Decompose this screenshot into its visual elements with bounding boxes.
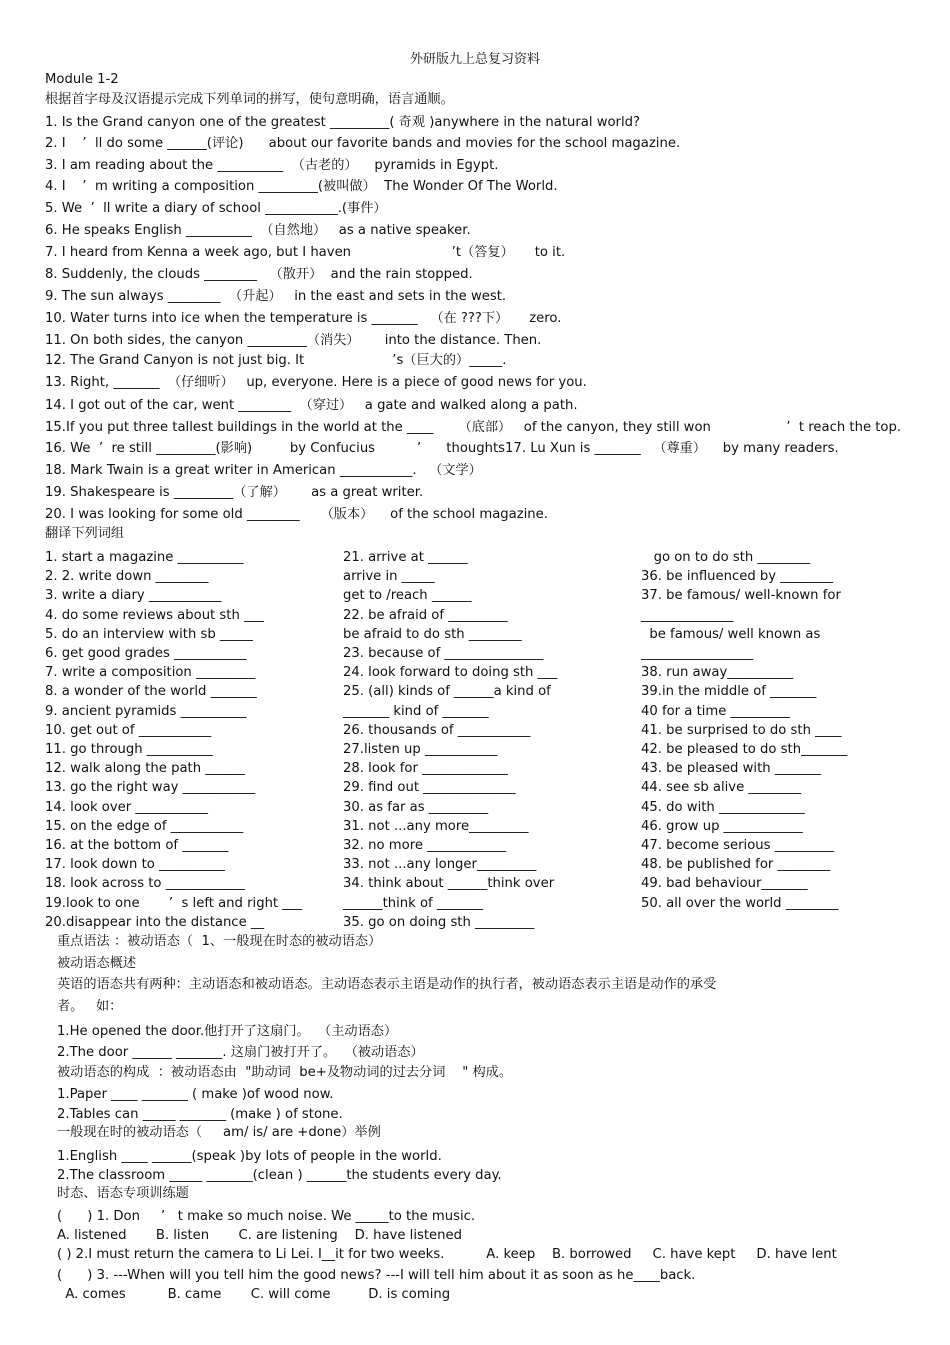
phrase-item: 26. thousands of ___________ bbox=[343, 723, 531, 738]
phrase-item: 41. be surprised to do sth ____ bbox=[641, 723, 842, 738]
phrase-item: 31. not ...any more_________ bbox=[343, 819, 529, 834]
phrase-item: 16. at the bottom of _______ bbox=[45, 838, 229, 853]
passive-structure: 被动语态的构成 ：被动语态由 "助动词 be+及物动词的过去分词 " 构成。 bbox=[57, 1065, 513, 1080]
sentence-item: 19. Shakespeare is _________（了解） as a great writer. bbox=[45, 485, 424, 500]
phrase-item: 10. get out of ___________ bbox=[45, 723, 212, 738]
phrase-item: 33. not ...any longer_________ bbox=[343, 857, 537, 872]
example-classroom: 2.The classroom _____ _______(clean ) ______the students every day. bbox=[57, 1168, 502, 1183]
sentence-item: 14. I got out of the car, went ________ （穿过） a gate and walked along a path. bbox=[45, 398, 578, 413]
phrase-item: 38. run away__________ bbox=[641, 665, 794, 680]
phrase-item: 22. be afraid of _________ bbox=[343, 608, 508, 623]
phrase-item: 24. look forward to doing sth ___ bbox=[343, 665, 558, 680]
phrase-item: 1. start a magazine __________ bbox=[45, 550, 244, 565]
phrase-item: 7. write a composition _________ bbox=[45, 665, 256, 680]
sentence-item: 20. I was looking for some old ________ （版本） of the school magazine. bbox=[45, 507, 548, 522]
phrase-item: 2. 2. write down ________ bbox=[45, 569, 209, 584]
sentence-item: 6. He speaks English __________ （自然地） as a native speaker. bbox=[45, 223, 471, 238]
phrase-item: 6. get good grades ___________ bbox=[45, 646, 247, 661]
phrase-item: 30. as far as _________ bbox=[343, 800, 489, 815]
example-english: 1.English ____ ______(speak )by lots of people in the world. bbox=[57, 1149, 442, 1164]
phrase-item: 21. arrive at ______ bbox=[343, 550, 468, 565]
phrase-item: 39.in the middle of _______ bbox=[641, 684, 817, 699]
phrase-item: 29. find out ______________ bbox=[343, 780, 516, 795]
phrase-item: 3. write a diary ___________ bbox=[45, 588, 222, 603]
sentence-item: 18. Mark Twain is a great writer in American ___________. （文学） bbox=[45, 463, 482, 478]
question-1-options: A. listened B. listen C. are listening D. have listened bbox=[57, 1228, 462, 1243]
phrase-item: 9. ancient pyramids __________ bbox=[45, 704, 247, 719]
phrase-item: ______think of _______ bbox=[343, 896, 484, 911]
phrase-item: 27.listen up ___________ bbox=[343, 742, 498, 757]
phrase-item: arrive in _____ bbox=[343, 569, 435, 584]
phrase-item: 50. all over the world ________ bbox=[641, 896, 839, 911]
sentence-item: 7. I heard from Kenna a week ago, but I haven ’t（答复） to it. bbox=[45, 245, 566, 260]
phrase-item: _______ kind of _______ bbox=[343, 704, 489, 719]
phrase-item: 19.look to one ’ s left and right ___ bbox=[45, 896, 303, 911]
phrase-item: 42. be pleased to do sth_______ bbox=[641, 742, 848, 757]
sentence-item: 15.If you put three tallest buildings in the world at the ____ （底部） of the canyon, they still won ’ t reach the top. bbox=[45, 420, 902, 435]
grammar-heading: 重点语法 ：被动语态（ 1、一般现在时态的被动语态） bbox=[57, 934, 382, 949]
phrase-item: 8. a wonder of the world _______ bbox=[45, 684, 257, 699]
phrase-item: 15. on the edge of ___________ bbox=[45, 819, 244, 834]
phrase-item: 5. do an interview with sb _____ bbox=[45, 627, 253, 642]
phrase-item: 47. become serious _________ bbox=[641, 838, 835, 853]
question-3-options: A. comes B. came C. will come D. is coming bbox=[57, 1287, 451, 1302]
phrase-item: 25. (all) kinds of ______a kind of bbox=[343, 684, 551, 699]
phrase-item: 12. walk along the path ______ bbox=[45, 761, 245, 776]
instruction-translate: 翻译下列词组 bbox=[45, 526, 125, 541]
example-tables: 2.Tables can _____ _______ (make ) of stone. bbox=[57, 1107, 343, 1122]
question-2: ( ) 2.I must return the camera to Li Lei. I__it for two weeks. A. keep B. borrowed C. have kept D. have lent bbox=[57, 1247, 837, 1262]
phrase-item: 40 for a time _________ bbox=[641, 704, 790, 719]
phrase-item: be famous/ well known as bbox=[641, 627, 821, 642]
phrase-item: 18. look across to ____________ bbox=[45, 876, 245, 891]
phrase-item: get to /reach ______ bbox=[343, 588, 472, 603]
phrase-item: 34. think about ______think over bbox=[343, 876, 555, 891]
phrase-item: 43. be pleased with _______ bbox=[641, 761, 821, 776]
phrase-item: 46. grow up ____________ bbox=[641, 819, 803, 834]
sentence-item: 10. Water turns into ice when the temperature is _______ （在 ???下） zero. bbox=[45, 311, 562, 326]
module-heading: Module 1-2 bbox=[45, 72, 119, 87]
phrase-item: ______________ bbox=[641, 608, 734, 623]
phrase-item: 44. see sb alive ________ bbox=[641, 780, 802, 795]
sentence-item: 11. On both sides, the canyon _________（消失） into the distance. Then. bbox=[45, 333, 542, 348]
exercise-title: 时态、语态专项训练题 bbox=[57, 1186, 189, 1201]
sentence-item: 3. I am reading about the __________ （古老的） pyramids in Egypt. bbox=[45, 158, 499, 173]
phrase-item: 48. be published for ________ bbox=[641, 857, 831, 872]
phrase-item: 45. do with _____________ bbox=[641, 800, 805, 815]
phrase-item: 36. be influenced by ________ bbox=[641, 569, 834, 584]
overview-text: 英语的语态共有两种：主动语态和被动语态。主动语态表示主语是动作的执行者，被动语态表示主语是动作的承受 bbox=[57, 977, 717, 992]
phrase-item: 49. bad behaviour_______ bbox=[641, 876, 808, 891]
sentence-item: 9. The sun always ________ （升起） in the east and sets in the west. bbox=[45, 289, 507, 304]
sentence-item: 12. The Grand Canyon is not just big. It ’s（巨大的）_____. bbox=[45, 353, 507, 368]
question-1: ( ) 1. Don ’ t make so much noise. We _____to the music. bbox=[57, 1209, 476, 1224]
sentence-item: 1. Is the Grand canyon one of the greatest _________( 奇观 )anywhere in the natural world? bbox=[45, 115, 641, 130]
phrase-item: go on to do sth ________ bbox=[641, 550, 811, 565]
instruction-spelling: 根据首字母及汉语提示完成下列单词的拼写，使句意明确，语言通顺。 bbox=[45, 92, 454, 107]
phrase-item: be afraid to do sth ________ bbox=[343, 627, 522, 642]
sentence-item: 13. Right, _______ （仔细听） up, everyone. Here is a piece of good news for you. bbox=[45, 375, 587, 390]
sentence-item: 5. We ’ ll write a diary of school ___________.(事件） bbox=[45, 201, 387, 216]
overview-title: 被动语态概述 bbox=[57, 956, 137, 971]
phrase-item: 14. look over ___________ bbox=[45, 800, 208, 815]
phrase-item: 35. go on doing sth _________ bbox=[343, 915, 535, 930]
phrase-item: 28. look for _____________ bbox=[343, 761, 508, 776]
phrase-item: 13. go the right way ___________ bbox=[45, 780, 256, 795]
phrase-item: 37. be famous/ well-known for bbox=[641, 588, 841, 603]
phrase-item: 17. look down to __________ bbox=[45, 857, 225, 872]
example-paper: 1.Paper ____ _______ ( make )of wood now. bbox=[57, 1087, 334, 1102]
present-passive-title: 一般现在时的被动语态（ am/ is/ are +done）举例 bbox=[57, 1125, 381, 1140]
phrase-item: 23. because of _______________ bbox=[343, 646, 544, 661]
example-active: 1.He opened the door.他打开了这扇门。 （主动语态） bbox=[57, 1024, 398, 1039]
phrase-item: 32. no more ____________ bbox=[343, 838, 507, 853]
sentence-item: 16. We ’ re still _________(影响) by Confucius ’ thoughts17. Lu Xun is _______ （尊重） by many readers. bbox=[45, 441, 839, 456]
phrase-item: 4. do some reviews about sth ___ bbox=[45, 608, 264, 623]
example-passive: 2.The door ______ _______. 这扇门被打开了。 （被动语态） bbox=[57, 1045, 424, 1060]
sentence-item: 4. I ’ m writing a composition _________(被叫做） The Wonder Of The World. bbox=[45, 179, 558, 194]
phrase-item: 20.disappear into the distance __ bbox=[45, 915, 265, 930]
sentence-item: 2. I ’ ll do some ______(评论) about our favorite bands and movies for the school magazine. bbox=[45, 136, 681, 151]
page-title: 外研版九上总复习资料 bbox=[409, 52, 540, 67]
sentence-item: 8. Suddenly, the clouds ________ （散开） and the rain stopped. bbox=[45, 267, 473, 282]
phrase-item: 11. go through __________ bbox=[45, 742, 213, 757]
question-3: ( ) 3. ---When will you tell him the good news? ---I will tell him about it as soon as he____back. bbox=[57, 1268, 696, 1283]
overview-text-cont: 者。 如： bbox=[57, 999, 123, 1014]
phrase-item: _________________ bbox=[641, 646, 754, 661]
